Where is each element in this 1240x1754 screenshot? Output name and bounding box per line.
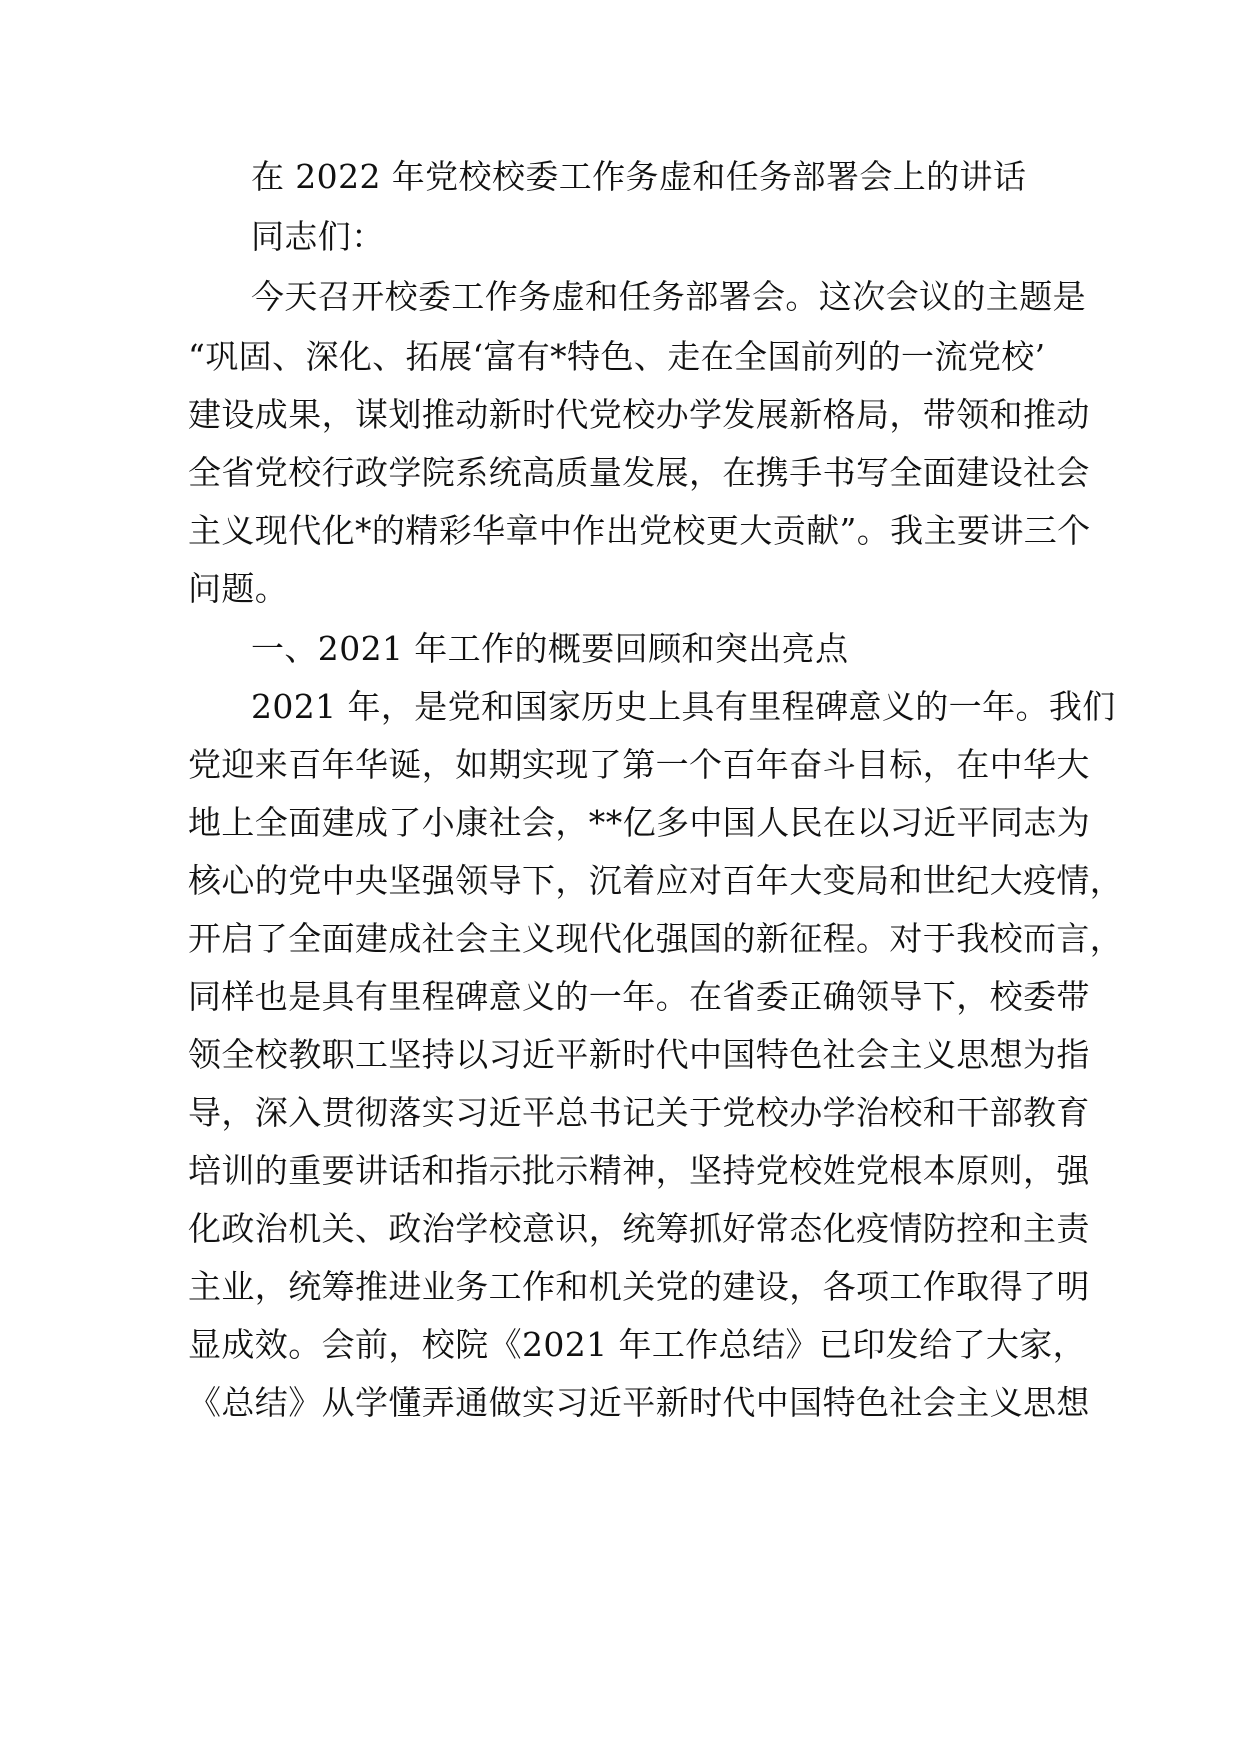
paragraph-line: 化政治机关、政治学校意识，统筹抓好常态化疫情防控和主责: [188, 1209, 1090, 1248]
paragraph-line: 主业，统筹推进业务工作和机关党的建设，各项工作取得了明: [188, 1267, 1090, 1306]
paragraph-line: 核心的党中央坚强领导下，沉着应对百年大变局和世纪大疫情，: [188, 861, 1124, 900]
paragraph-line: 显成效。会前，校院《2021 年工作总结》已印发给了大家，: [188, 1325, 1087, 1364]
paragraph-line: 领全校教职工坚持以习近平新时代中国特色社会主义思想为指: [188, 1035, 1090, 1074]
paragraph-line: “巩固、深化、拓展‘富有*特色、走在全国前列的一流党校’: [188, 337, 1046, 376]
paragraph-line: 同样也是具有里程碑意义的一年。在省委正确领导下，校委带: [188, 977, 1090, 1016]
paragraph-line: 2021 年，是党和国家历史上具有里程碑意义的一年。我们: [251, 687, 1116, 726]
paragraph-line: 开启了全面建成社会主义现代化强国的新征程。对于我校而言，: [188, 919, 1124, 958]
salutation: 同志们：: [251, 217, 385, 256]
paragraph-line: 全省党校行政学院系统高质量发展，在携手书写全面建设社会: [188, 453, 1090, 492]
section-heading: 一、2021 年工作的概要回顾和突出亮点: [251, 629, 849, 668]
paragraph-line: 问题。: [188, 569, 289, 608]
paragraph-line: 培训的重要讲话和指示批示精神，坚持党校姓党根本原则，强: [188, 1151, 1090, 1190]
speech-title: 在 2022 年党校校委工作务虚和任务部署会上的讲话: [251, 157, 1027, 196]
paragraph-line: 今天召开校委工作务虚和任务部署会。这次会议的主题是: [251, 277, 1086, 316]
paragraph-line: 主义现代化*的精彩华章中作出党校更大贡献”。我主要讲三个: [188, 511, 1091, 550]
paragraph-line: 导，深入贯彻落实习近平总书记关于党校办学治校和干部教育: [188, 1093, 1090, 1132]
paragraph-line: 《总结》从学懂弄通做实习近平新时代中国特色社会主义思想: [188, 1383, 1090, 1422]
paragraph-line: 建设成果，谋划推动新时代党校办学发展新格局，带领和推动: [188, 395, 1090, 434]
paragraph-line: 地上全面建成了小康社会，**亿多中国人民在以习近平同志为: [188, 803, 1091, 842]
paragraph-line: 党迎来百年华诞，如期实现了第一个百年奋斗目标，在中华大: [188, 745, 1090, 784]
